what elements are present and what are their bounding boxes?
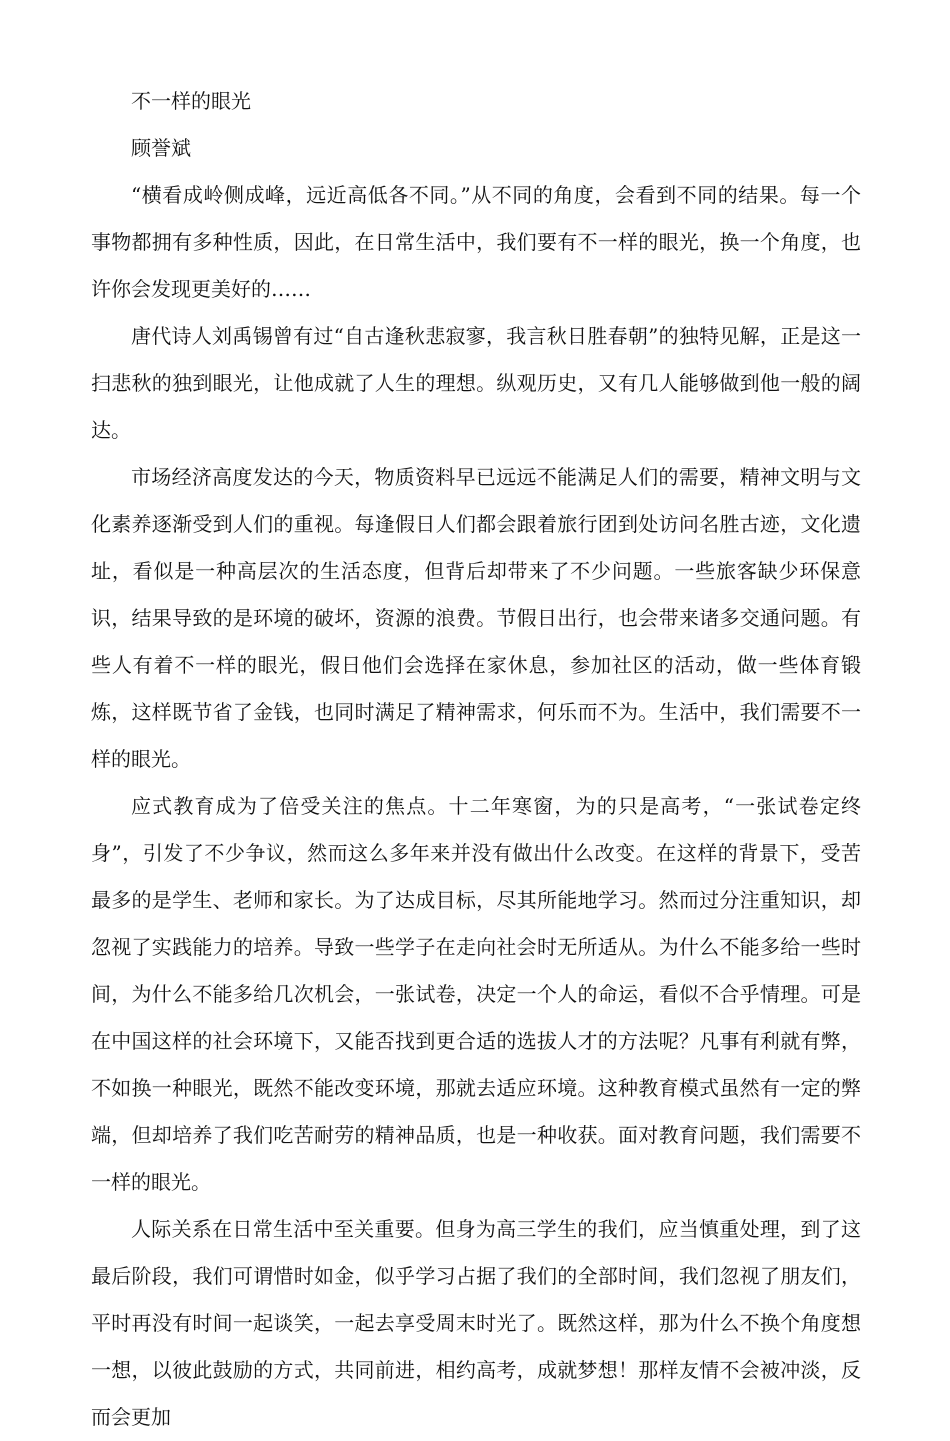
article-author: 顾誉斌 [131,136,191,160]
paragraph-intro: “横看成岭侧成峰，远近高低各不同。”从不同的角度，会看到不同的结果。每一个事物都拥有多种性质，因此，在日常生活中，我们要有不一样的眼光，换一个角度，也许你会发现更美好的…… [91,183,861,301]
paragraph-market-economy: 市场经济高度发达的今天，物质资料早已远远不能满足人们的需要，精神文明与文化素养逐渐受到人们的重视。每逢假日人们都会跟着旅行团到处访问名胜古迹，文化遗址，看似是一种高层次的生活态度，但背后却带来了不少问题。一些旅客缺少环保意识，结果导致的是环境的破坏，资源的浪费。节假日出行，也会带来诸多交通问题。有些人有着不一样的眼光，假日他们会选择在家休息，参加社区的活动，做一些体育锻炼，这样既节省了金钱，也同时满足了精神需求，何乐而不为。生活中，我们需要不一样的眼光。 [91,465,861,771]
article-title: 不一样的眼光 [131,89,251,113]
paragraph-education: 应式教育成为了倍受关注的焦点。十二年寒窗，为的只是高考，“一张试卷定终身”，引发了不少争议，然而这么多年来并没有做出什么改变。在这样的背景下，受苦最多的是学生、老师和家长。为了达成目标，尽其所能地学习。然而过分注重知识，却忽视了实践能力的培养。导致一些学子在走向社会时无所适从。为什么不能多给一些时间，为什么不能多给几次机会，一张试卷，决定一个人的命运，看似不合乎情理。可是在中国这样的社会环境下，又能否找到更合适的选拔人才的方法呢？凡事有利就有弊，不如换一种眼光，既然不能改变环境，那就去适应环境。这种教育模式虽然有一定的弊端，但却培养了我们吃苦耐劳的精神品质，也是一种收获。面对教育问题，我们需要不一样的眼光。 [91,794,861,1194]
paragraph-relationships: 人际关系在日常生活中至关重要。但身为高三学生的我们，应当慎重处理，到了这最后阶段，我们可谓惜时如金，似乎学习占据了我们的全部时间，我们忽视了朋友们，平时再没有时间一起谈笑，一起去享受周末时光了。既然这样，那为什么不换个角度想一想，以彼此鼓励的方式，共同前进，相约高考，成就梦想！那样友情不会被冲淡，反而会更加 [91,1217,861,1429]
article-body [91,78,861,1441]
paragraph-liu-yuxi: 唐代诗人刘禹锡曾有过“自古逢秋悲寂寥，我言秋日胜春朝”的独特见解，正是这一扫悲秋的独到眼光，让他成就了人生的理想。纵观历史，又有几人能够做到他一般的阔达。 [91,324,861,442]
